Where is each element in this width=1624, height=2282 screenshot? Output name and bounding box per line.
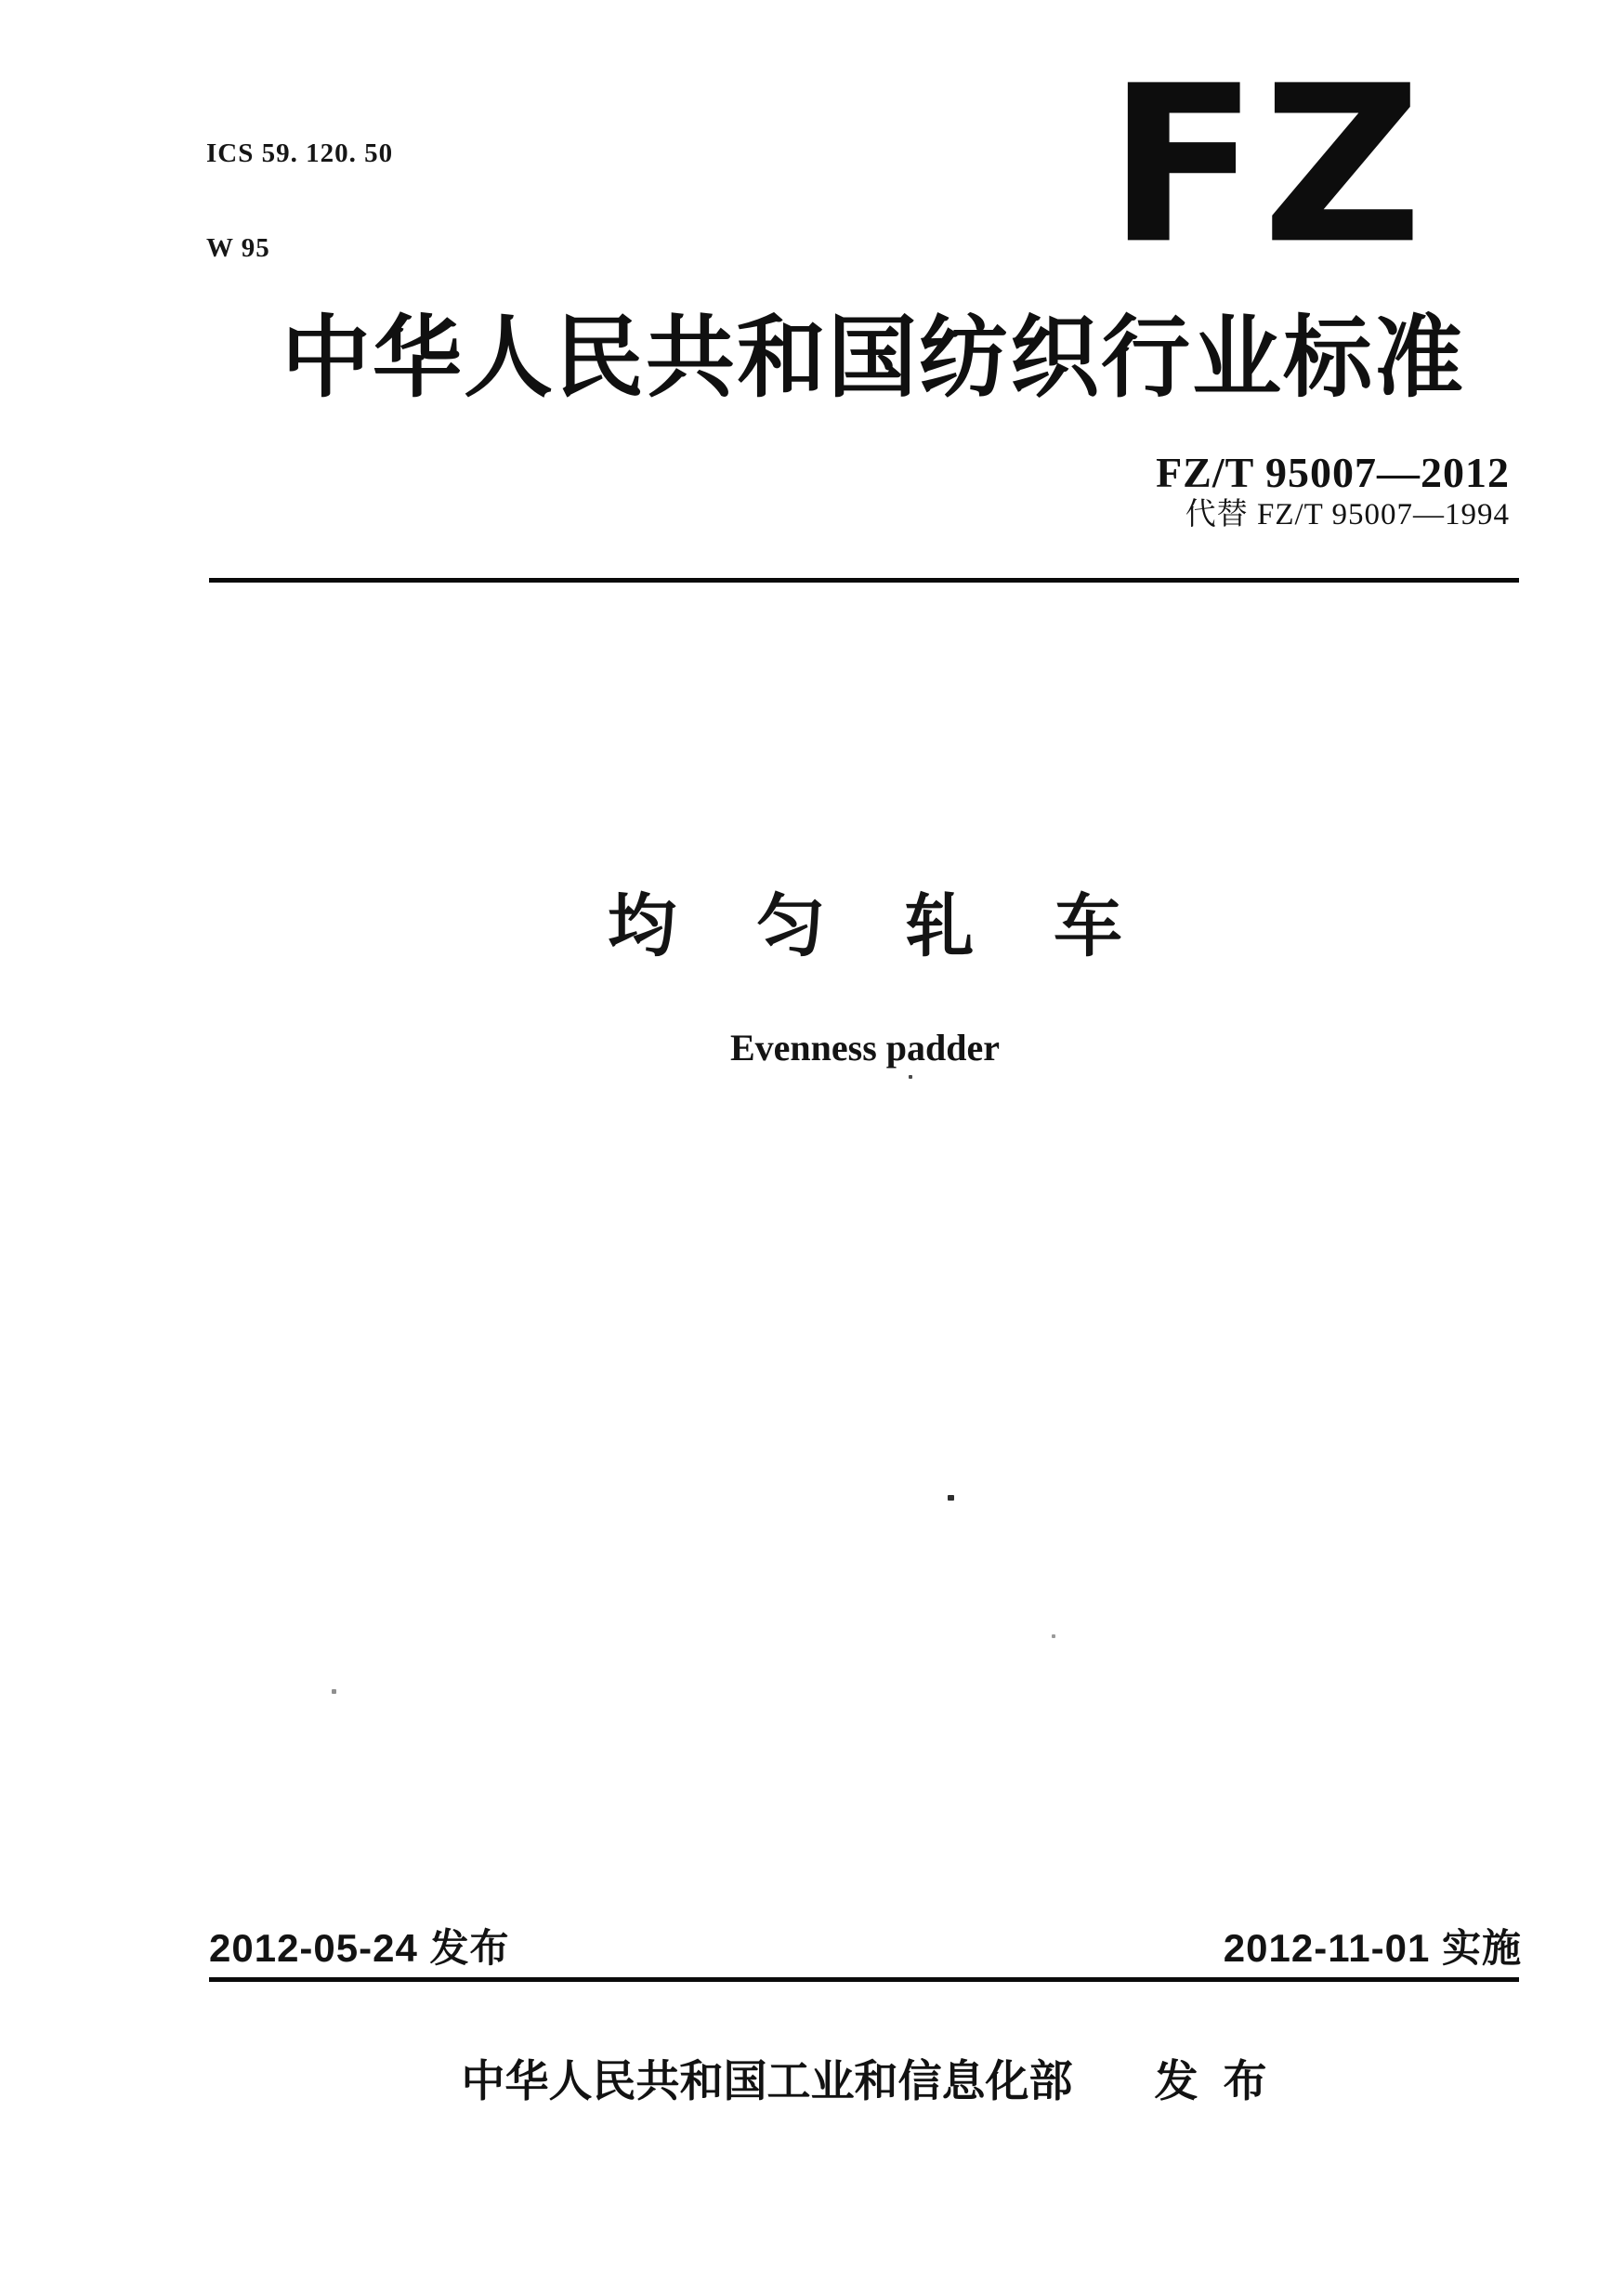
document-main-title — [121, 888, 1609, 964]
standard-number: FZ/T 95007—2012 — [1156, 449, 1510, 496]
main-title-char: 车 — [1054, 887, 1122, 964]
bottom-horizontal-rule — [209, 1977, 1519, 1982]
main-title-char: 匀 — [756, 887, 825, 964]
english-subtitle: Evenness padder — [729, 1027, 1001, 1069]
scan-speck — [1052, 1634, 1055, 1638]
main-title-char: 轧 — [905, 887, 974, 964]
standard-organization-title: 中华人民共和国纺织行业标准 — [282, 308, 1465, 408]
date-row — [209, 1927, 1522, 1970]
document-class-code: W 95 — [206, 233, 270, 263]
standard-number-block — [836, 451, 1510, 532]
fz-logo: FZ — [1107, 39, 1427, 293]
scan-speck — [948, 1495, 954, 1501]
ics-code: ICS 59. 120. 50 — [206, 138, 394, 168]
issuer-action: 发 布 — [1154, 2056, 1269, 2105]
issue-date: 2012-05-24 发布 — [209, 1926, 510, 1970]
implement-date: 2012-11-01 实施 — [1223, 1926, 1522, 1970]
top-horizontal-rule — [209, 578, 1519, 583]
scan-speck — [909, 1075, 912, 1079]
issuer-row — [121, 2057, 1609, 2105]
ics-classification-block — [206, 74, 393, 327]
scan-speck — [332, 1689, 336, 1694]
main-title-char: 均 — [608, 887, 676, 964]
replaces-note: 代替 FZ/T 95007—1994 — [1185, 498, 1510, 532]
issuer-body: 中华人民共和国工业和信息化部 — [461, 2056, 1073, 2105]
